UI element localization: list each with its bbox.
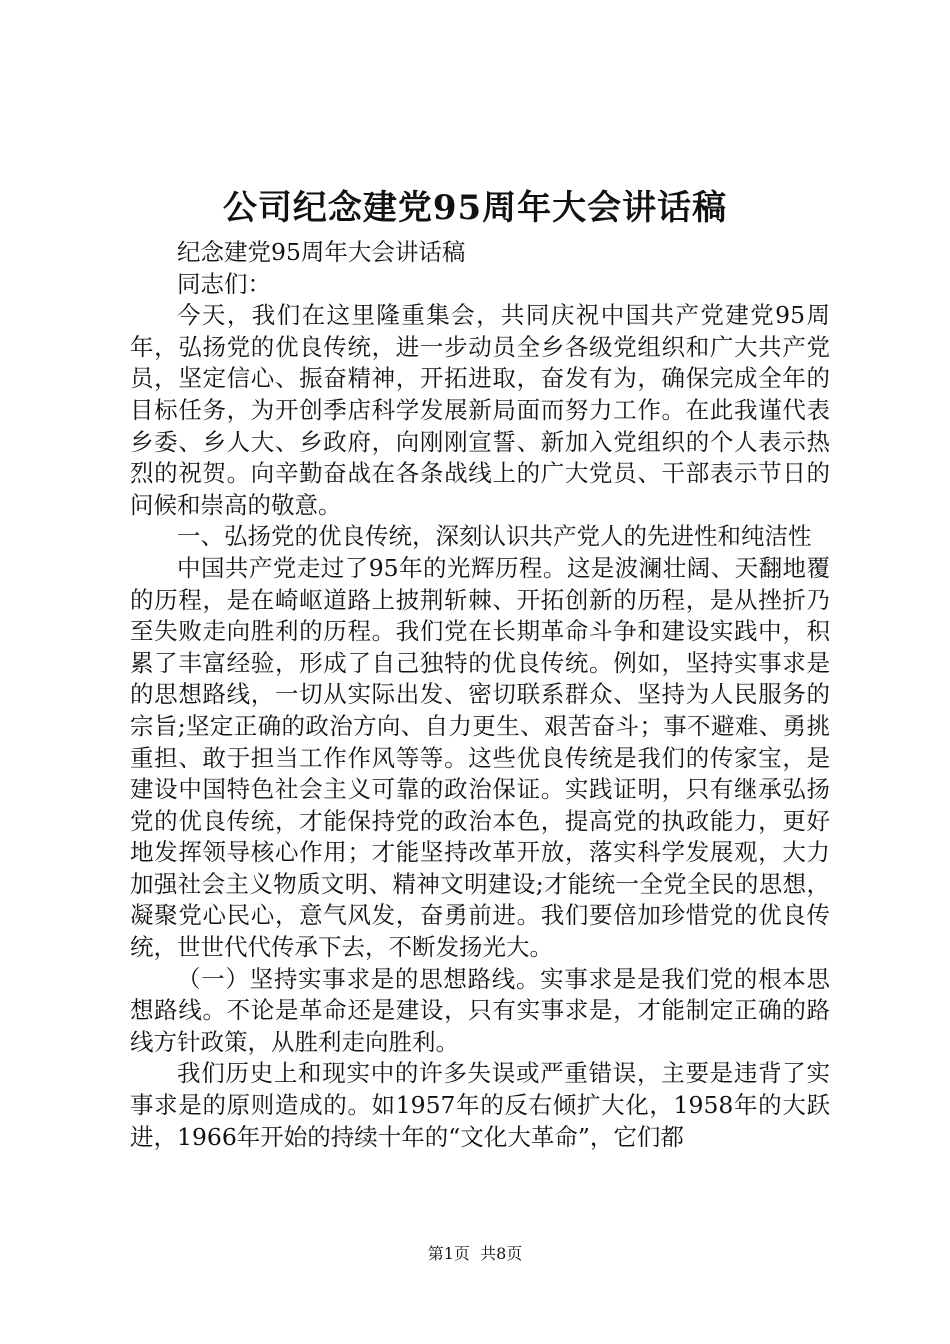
document-title: 公司纪念建党95周年大会讲话稿 <box>222 188 728 228</box>
salutation-paragraph: 同志们： <box>177 269 271 298</box>
page-number: 第1页 <box>427 1244 470 1263</box>
body-paragraph: 中国共产党走过了95年的光辉历程。这是波澜壮阔、天翻地覆的历程，是在崎岖道路上披荆斩棘、开拓创新的历程，是从挫折乃至失败走向胜利的历程。我们党在长期革命斗争和建设实践中，积累了丰富经验，形成了自己独特的优良传统。例如，坚持实事求是的思想路线，一切从实际出发、密切联系群众、坚持为人民服务的宗旨;坚定正确的政治方向、自力更生、艰苦奋斗；事不避难、勇挑重担、敢于担当工作作风等等。这些优良传统是我们的传家宝，是建设中国特色社会主义可靠的政治保证。实践证明，只有继承弘扬党的优良传统，才能保持党的政治本色，提高党的执政能力，更好地发挥领导核心作用；才能坚持改革开放，落实科学发展观，大力加强社会主义物质文明、精神文明建设;才能统一全党全民的思想，凝聚党心民心，意气风发，奋勇前进。我们要倍加珍惜党的优良传统，世世代代传承下去，不断发扬光大。 <box>130 553 830 962</box>
subsection-paragraph: （一）坚持实事求是的思想路线。实事求是是我们党的根本思想路线。不论是革命还是建设，只有实事求是，才能制定正确的路线方针政策，从胜利走向胜利。 <box>130 964 830 1056</box>
body-paragraph: 今天，我们在这里隆重集会，共同庆祝中国共产党建党95周年，弘扬党的优良传统，进一步动员全乡各级党组织和广大共产党员，坚定信心、振奋精神，开拓进取，奋发有为，确保完成全年的目标任务，为开创季店科学发展新局面而努力工作。在此我谨代表乡委、乡人大、乡政府，向刚刚宣誓、新加入党组织的个人表示热烈的祝贺。向辛勤奋战在各条战线上的广大党员、干部表示节日的问候和崇高的敬意。 <box>130 301 830 519</box>
section-heading: 一、弘扬党的优良传统，深刻认识共产党人的先进性和纯洁性 <box>177 522 812 551</box>
document-body <box>130 237 830 1153</box>
subtitle-paragraph: 纪念建党95周年大会讲话稿 <box>177 238 466 266</box>
page-total: 共8页 <box>480 1244 523 1263</box>
page-footer <box>0 1243 950 1265</box>
body-paragraph: 我们历史上和现实中的许多失误或严重错误，主要是违背了实事求是的原则造成的。如1957年的反右倾扩大化，1958年的大跃进，1966年开始的持续十年的“文化大革命”，它们都 <box>130 1059 830 1151</box>
